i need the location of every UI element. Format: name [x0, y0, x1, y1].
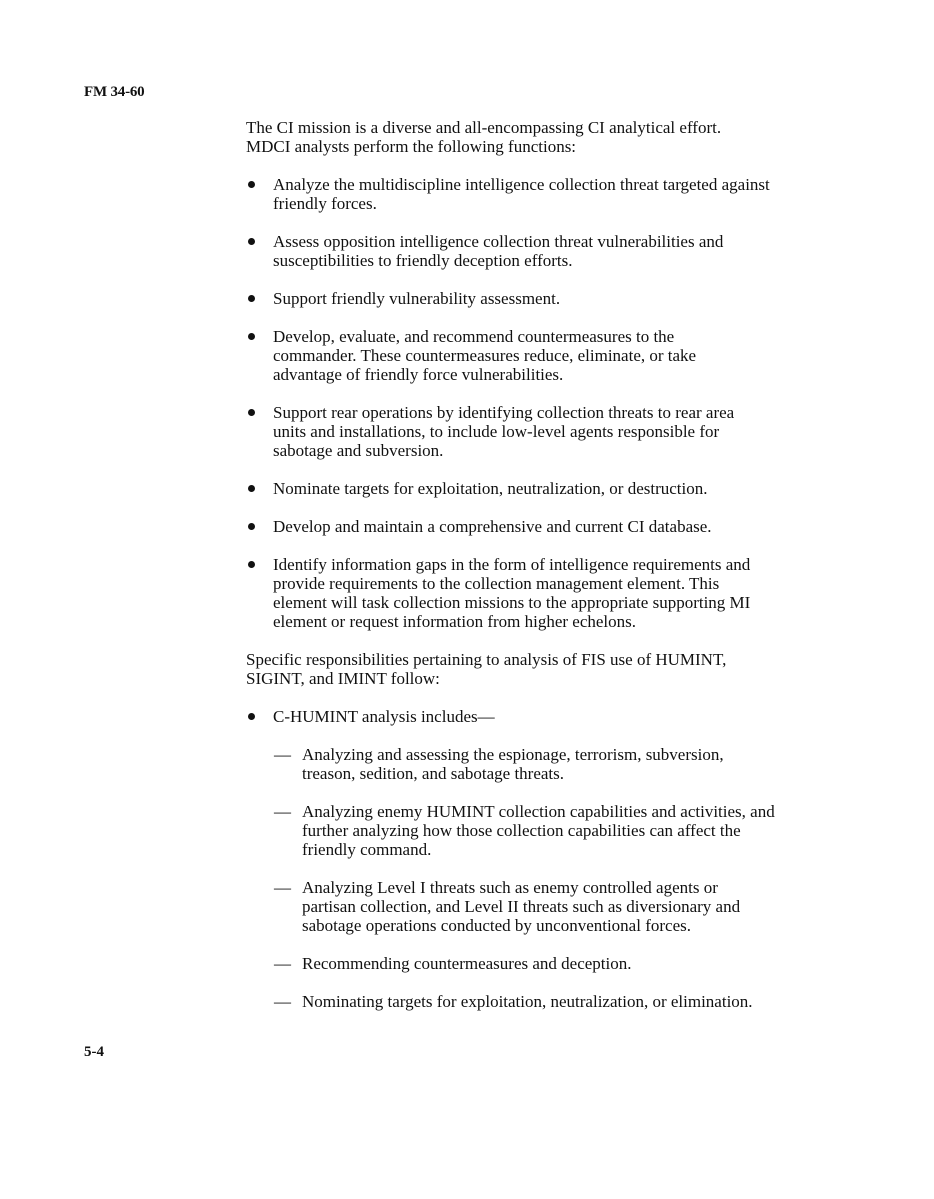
chumint-subitem-text — [302, 745, 806, 783]
function-item-text — [273, 479, 806, 498]
dash-icon: — — [274, 992, 291, 1011]
bullet-icon — [248, 523, 255, 530]
function-item-3 — [246, 289, 806, 308]
text-line: Specific responsibilities pertaining to analysis of FIS use of HUMINT, — [246, 650, 727, 669]
text-line: friendly command. — [302, 840, 432, 859]
function-item-text — [273, 289, 806, 308]
text-line: Analyzing and assessing the espionage, terrorism, subversion, — [302, 745, 724, 764]
page-body — [246, 118, 806, 1030]
text-line: Assess opposition intelligence collection threat vulnerabilities and — [273, 232, 724, 251]
function-item-7 — [246, 517, 806, 536]
function-item-text — [273, 327, 806, 384]
bullet-icon — [248, 409, 255, 416]
chumint-label: C-HUMINT analysis includes— — [273, 707, 495, 726]
chumint-subitem-text — [302, 802, 806, 859]
function-item-2 — [246, 232, 806, 270]
chumint-subitem-text — [302, 954, 806, 973]
function-item-text — [273, 232, 806, 270]
text-line: Develop, evaluate, and recommend countermeasures to the — [273, 327, 675, 346]
text-line: sabotage and subversion. — [273, 441, 444, 460]
page-number: 5-4 — [84, 1044, 104, 1060]
specific-paragraph — [246, 650, 806, 688]
text-line: Nominating targets for exploitation, neutralization, or elimination. — [302, 992, 753, 1011]
chumint-subitem-4 — [273, 954, 806, 973]
text-line: MDCI analysts perform the following functions: — [246, 137, 577, 156]
text-line: Analyzing enemy HUMINT collection capabilities and activities, and — [302, 802, 775, 821]
running-header: FM 34-60 — [84, 84, 145, 100]
text-line: treason, sedition, and sabotage threats. — [302, 764, 565, 783]
bullet-icon — [248, 713, 255, 720]
text-line: element will task collection missions to the appropriate supporting MI — [273, 593, 751, 612]
function-item-text — [273, 517, 806, 536]
chumint-subitem-1 — [273, 745, 806, 783]
dash-icon: — — [274, 954, 291, 973]
bullet-icon — [248, 561, 255, 568]
text-line: Support rear operations by identifying collection threats to rear area — [273, 403, 735, 422]
text-line: advantage of friendly force vulnerabilities. — [273, 365, 564, 384]
function-item-text — [273, 555, 806, 631]
function-item-6 — [246, 479, 806, 498]
dash-icon: — — [274, 878, 291, 897]
bullet-icon — [248, 295, 255, 302]
chumint-subitem-2 — [273, 802, 806, 859]
text-line: further analyzing how those collection capabilities can affect the — [302, 821, 741, 840]
chumint-subitem-text — [302, 878, 806, 935]
text-line: Develop and maintain a comprehensive and current CI database. — [273, 517, 712, 536]
text-line: units and installations, to include low-level agents responsible for — [273, 422, 720, 441]
bullet-icon — [248, 181, 255, 188]
function-item-4 — [246, 327, 806, 384]
chumint-item — [246, 707, 806, 1011]
chumint-subitem-text — [302, 992, 806, 1011]
text-line: Analyze the multidiscipline intelligence collection threat targeted against — [273, 175, 770, 194]
dash-icon: — — [274, 802, 291, 821]
chumint-list — [246, 707, 806, 1011]
function-item-8 — [246, 555, 806, 631]
text-line: Identify information gaps in the form of intelligence requirements and — [273, 555, 751, 574]
text-line: provide requirements to the collection management element. This — [273, 574, 720, 593]
chumint-subitem-3 — [273, 878, 806, 935]
dash-icon: — — [274, 745, 291, 764]
text-line: SIGINT, and IMINT follow: — [246, 669, 440, 688]
bullet-icon — [248, 333, 255, 340]
intro-paragraph — [246, 118, 806, 156]
text-line: sabotage operations conducted by unconventional forces. — [302, 916, 691, 935]
text-line: friendly forces. — [273, 194, 377, 213]
text-line: partisan collection, and Level II threats such as diversionary and — [302, 897, 741, 916]
bullet-icon — [248, 485, 255, 492]
chumint-subitem-5 — [273, 992, 806, 1011]
chumint-sublist — [273, 745, 806, 1011]
function-item-5 — [246, 403, 806, 460]
text-line: Analyzing Level I threats such as enemy controlled agents or — [302, 878, 718, 897]
text-line: commander. These countermeasures reduce, eliminate, or take — [273, 346, 697, 365]
text-line: The CI mission is a diverse and all-encompassing CI analytical effort. — [246, 118, 722, 137]
function-item-1 — [246, 175, 806, 213]
bullet-icon — [248, 238, 255, 245]
text-line: element or request information from higher echelons. — [273, 612, 637, 631]
text-line: Support friendly vulnerability assessment. — [273, 289, 561, 308]
text-line: Nominate targets for exploitation, neutralization, or destruction. — [273, 479, 708, 498]
text-line: susceptibilities to friendly deception efforts. — [273, 251, 573, 270]
function-item-text — [273, 403, 806, 460]
functions-list — [246, 175, 806, 631]
text-line: Recommending countermeasures and deception. — [302, 954, 632, 973]
function-item-text — [273, 175, 806, 213]
